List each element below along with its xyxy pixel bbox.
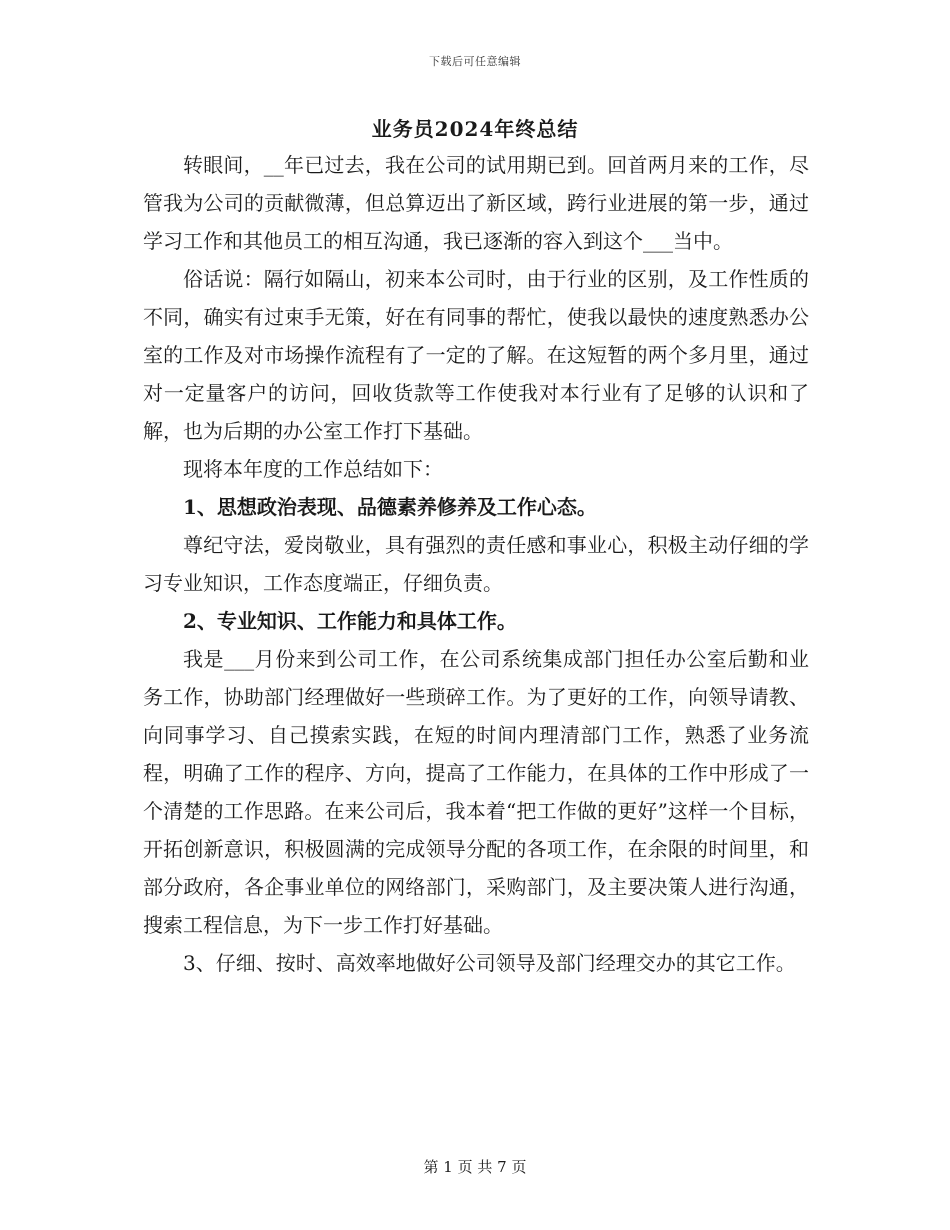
paragraph: 转眼间，__年已过去，我在公司的试用期已到。回首两月来的工作，尽管我为公司的贡献微薄，但总算迈出了新区域，跨行业进展的第一步，通过学习工作和其他员工的相互沟通，我已逐渐的容入到这个___当中。 [143,153,809,253]
paragraph: 我是___月份来到公司工作，在公司系统集成部门担任办公室后勤和业务工作，协助部门经理做好一些琐碎工作。为了更好的工作，向领导请教、向同事学习、自己摸索实践，在短的时间内理清部门工作，熟悉了业务流程，明确了工作的程序、方向，提高了工作能力，在具体的工作中形成了一个清楚的工作思路。在来公司后，我本着“把工作做的更好”这样一个目标，开拓创新意识，积极圆满的完成领导分配的各项工作，在余限的时间里，和部分政府，各企事业单位的网络部门，采购部门，及主要决策人进行沟通，搜索工程信息，为下一步工作打好基础。 [143,647,809,937]
header-note: 下载后可任意编辑 [429,55,521,68]
document-title: 业务员2024年终总结 [371,117,579,141]
section-heading: 2、专业知识、工作能力和具体工作。 [183,609,517,633]
section-heading: 1、思想政治表现、品德素养修养及工作心态。 [183,495,597,519]
paragraph: 尊纪守法，爱岗敬业，具有强烈的责任感和事业心，积极主动仔细的学习专业知识，工作态度端正，仔细负责。 [143,533,809,595]
paragraph: 俗话说：隔行如隔山，初来本公司时，由于行业的区别，及工作性质的不同，确实有过束手无策，好在有同事的帮忙，使我以最快的速度熟悉办公室的工作及对市场操作流程有了一定的了解。在这短暂的两个多月里，通过对一定量客户的访问，回收货款等工作使我对本行业有了足够的认识和了解，也为后期的办公室工作打下基础。 [143,267,809,443]
document-body [143,146,809,982]
paragraph: 3、仔细、按时、高效率地做好公司领导及部门经理交办的其它工作。 [183,951,796,975]
page-number: 第 1 页 共 7 页 [423,1158,527,1176]
paragraph: 现将本年度的工作总结如下： [183,457,443,481]
